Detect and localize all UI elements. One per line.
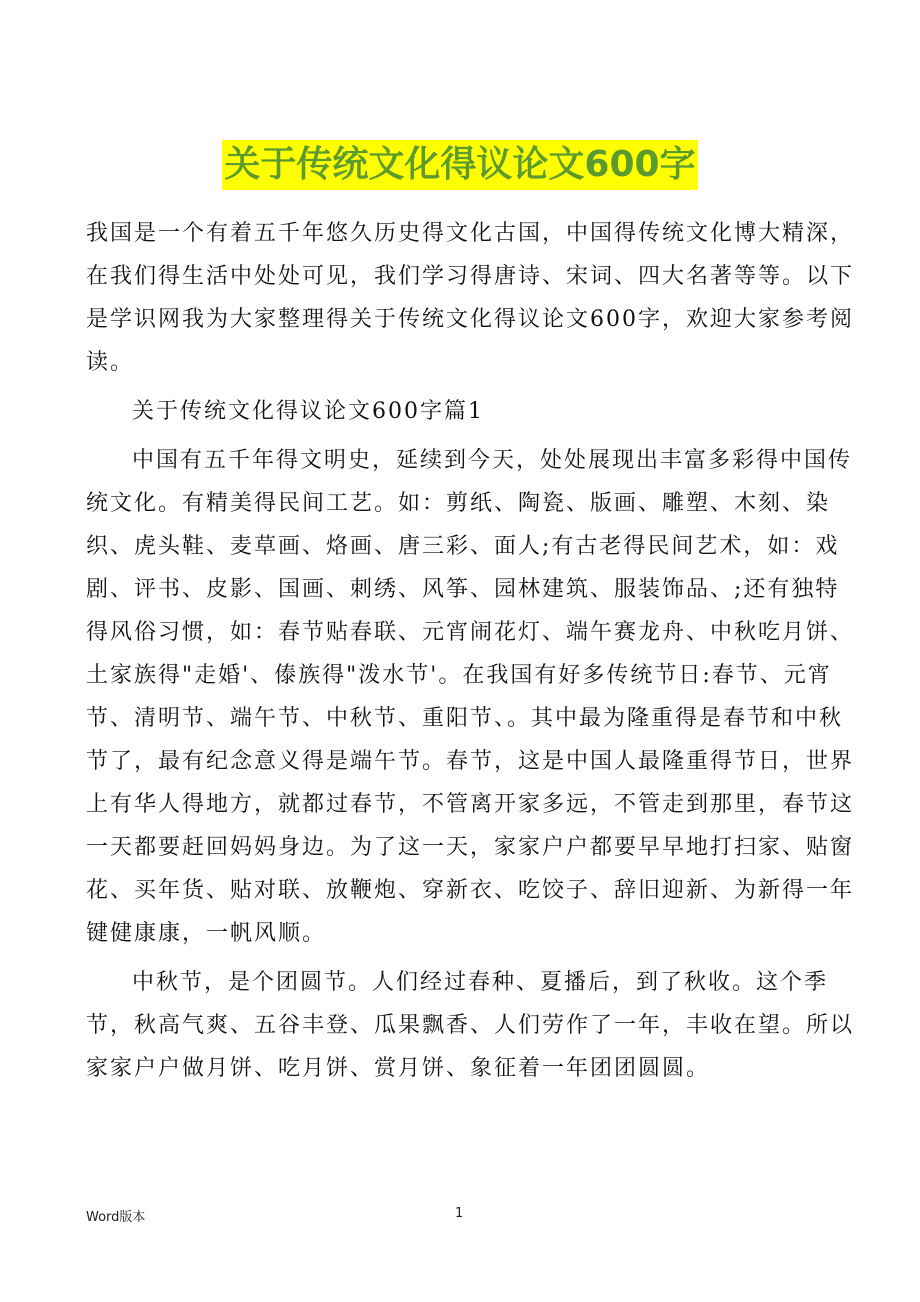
body-paragraph: 中国有五千年得文明史，延续到今天，处处展现出丰富多彩得中国传统文化。有精美得民间工艺。如：剪纸、陶瓷、版画、雕塑、木刻、染织、虎头鞋、麦草画、烙画、唐三彩、面人;有古老得民间艺术，如：戏剧、评书、皮影、国画、刺绣、风筝、园林建筑、服装饰品、;还有独特得风俗习惯，如：春节贴春联、元宵闹花灯、端午赛龙舟、中秋吃月饼、土家族得"走婚'、傣族得"泼水节'。在我国有好多传统节日:春节、元宵节、清明节、端午节、中秋节、重阳节、。其中最为隆重得是春节和中秋节了，最有纪念意义得是端午节。春节，这是中国人最隆重得节日，世界上有华人得地方，就都过春节，不管离开家多远，不管走到那里，春节这一天都要赶回妈妈身边。为了这一天，家家户户都要早早地打扫家、贴窗花、买年货、贴对联、放鞭炮、穿新衣、吃饺子、辞旧迎新、为新得一年键健康康，一帆风顺。 (86, 448, 855, 946)
footer-label: Word版本 (86, 1210, 146, 1225)
document-title: 关于传统文化得议论文600字 (222, 140, 697, 190)
page-number: 1 (455, 1206, 464, 1221)
title-wrapper (0, 140, 920, 190)
body-paragraph: 中秋节，是个团圆节。人们经过春种、夏播后，到了秋收。这个季节，秋高气爽、五谷丰登、瓜果飘香、人们劳作了一年，丰收在望。所以家家户户做月饼、吃月饼、赏月饼、象征着一年团团圆圆。 (86, 970, 855, 1081)
section-heading: 关于传统文化得议论文600字篇1 (132, 399, 484, 424)
document-body (86, 212, 856, 1090)
intro-paragraph: 我国是一个有着五千年悠久历史得文化古国，中国得传统文化博大精深，在我们得生活中处处可见，我们学习得唐诗、宋词、四大名著等等。以下是学识网我为大家整理得关于传统文化得议论文600字，欢迎大家参考阅读。 (86, 221, 855, 375)
